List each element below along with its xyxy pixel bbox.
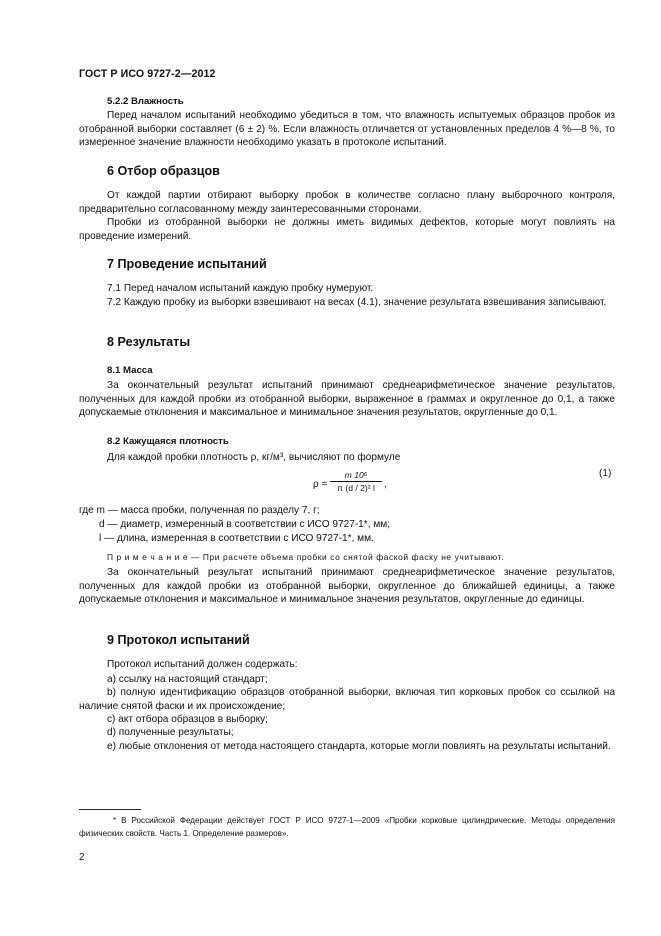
subsection-title-8-2: 8.2 Кажущаяся плотность (107, 436, 229, 447)
footnote: * В Российской Федерации действует ГОСТ Р ИСО 9727-1—2009 «Пробки корковые цилиндрические. Методы определения физических свойств. Часть 1. Определение размеров». (79, 816, 615, 838)
fraction-bar (330, 481, 382, 482)
subsection-title-8-1: 8.1 Масса (107, 365, 153, 376)
formula-number: (1) (599, 468, 612, 479)
paragraph-density-final: За окончательный результат испытаний принимают среднеарифметическое значение результатов, полученных для каждой пробки из отобранной выборки, округленное до ближайшей единицы, а также допускаемые отклонения и максимальное и минимальное значения результатов, округленные до единицы. (79, 567, 615, 606)
paragraph-7-1: 7.1 Перед началом испытаний каждую пробку нумеруют. (107, 283, 374, 294)
section-title-7: 7 Проведение испытаний (107, 257, 267, 271)
formula-numerator: m 10⁶ (344, 470, 368, 480)
footnote-separator (79, 809, 141, 810)
formula-comma: , (384, 479, 387, 490)
report-item-e: e) любые отклонения от метода настоящего стандарта, которые могли повлиять на результаты испытаний. (107, 741, 611, 752)
page-number: 2 (79, 852, 85, 863)
section-title-9: 9 Протокол испытаний (107, 633, 250, 647)
paragraph-humidity: Перед началом испытаний необходимо убедиться в том, что влажность испытуемых образцов пробок из отобранной выборки составляет (6 ± 2) %. Если влажность отличается от установленных пределов 4 %—8 %, то измеренное значение влажности необходимо указать в протоколе испытаний. (79, 110, 615, 149)
paragraph-7-2: 7.2 Каждую пробку из выборки взвешивают на весах (4.1), значение результата взвешивания записывают. (107, 297, 607, 308)
paragraph-sampling-2: Пробки из отобранной выборки не должны иметь видимых дефектов, которые могут повлиять на проведение измерений. (79, 217, 615, 242)
subsection-title-5-2-2: 5.2.2 Влажность (107, 96, 184, 107)
where-l: l — длина, измеренная в соответствии с ИСО 9727-1*, мм. (99, 533, 374, 544)
section-title-8: 8 Результаты (107, 335, 191, 349)
paragraph-mass: За окончательный результат испытаний принимают среднеарифметическое значение результатов, полученных для каждой пробки из отобранной выборки, выраженное в граммах и округленное до 0,1, а также допускаемые отклонения и максимальное и минимальное значения результатов, округленные до 0,1. (79, 380, 615, 419)
document-header: ГОСТ Р ИСО 9727-2—2012 (79, 68, 216, 80)
note: П р и м е ч а н и е — При расчете объема пробки со снятой фаской фаску не учитывают. (107, 552, 505, 562)
report-item-a: a) ссылку на настоящий стандарт; (107, 674, 268, 685)
density-intro: Для каждой пробки плотность ρ, кг/м³, вычисляют по формуле (107, 452, 401, 463)
paragraph-sampling-1: От каждой партии отбирают выборку пробок в количестве согласно плану выборочного контроля, предварительно согласованному между заинтересованными сторонами. (79, 190, 615, 215)
formula-fraction (330, 470, 382, 493)
where-m: где m — масса пробки, полученная по разделу 7, г; (79, 505, 320, 516)
section-title-6: 6 Отбор образцов (107, 164, 220, 178)
formula-lhs: ρ = (313, 479, 328, 490)
formula-denominator: π (d / 2)² l (337, 483, 375, 493)
report-item-d: d) полученные результаты; (107, 727, 234, 738)
report-item-b: b) полную идентификацию образцов отобранной выборки, включая тип корковых пробок со ссылкой на наличие снятой фаски и их происхождение; (79, 687, 615, 712)
where-d: d — диаметр, измеренный в соответствии с ИСО 9727-1*, мм; (99, 519, 390, 530)
report-item-c: c) акт отбора образцов в выборку; (107, 714, 268, 725)
report-intro: Протокол испытаний должен содержать: (107, 659, 298, 670)
